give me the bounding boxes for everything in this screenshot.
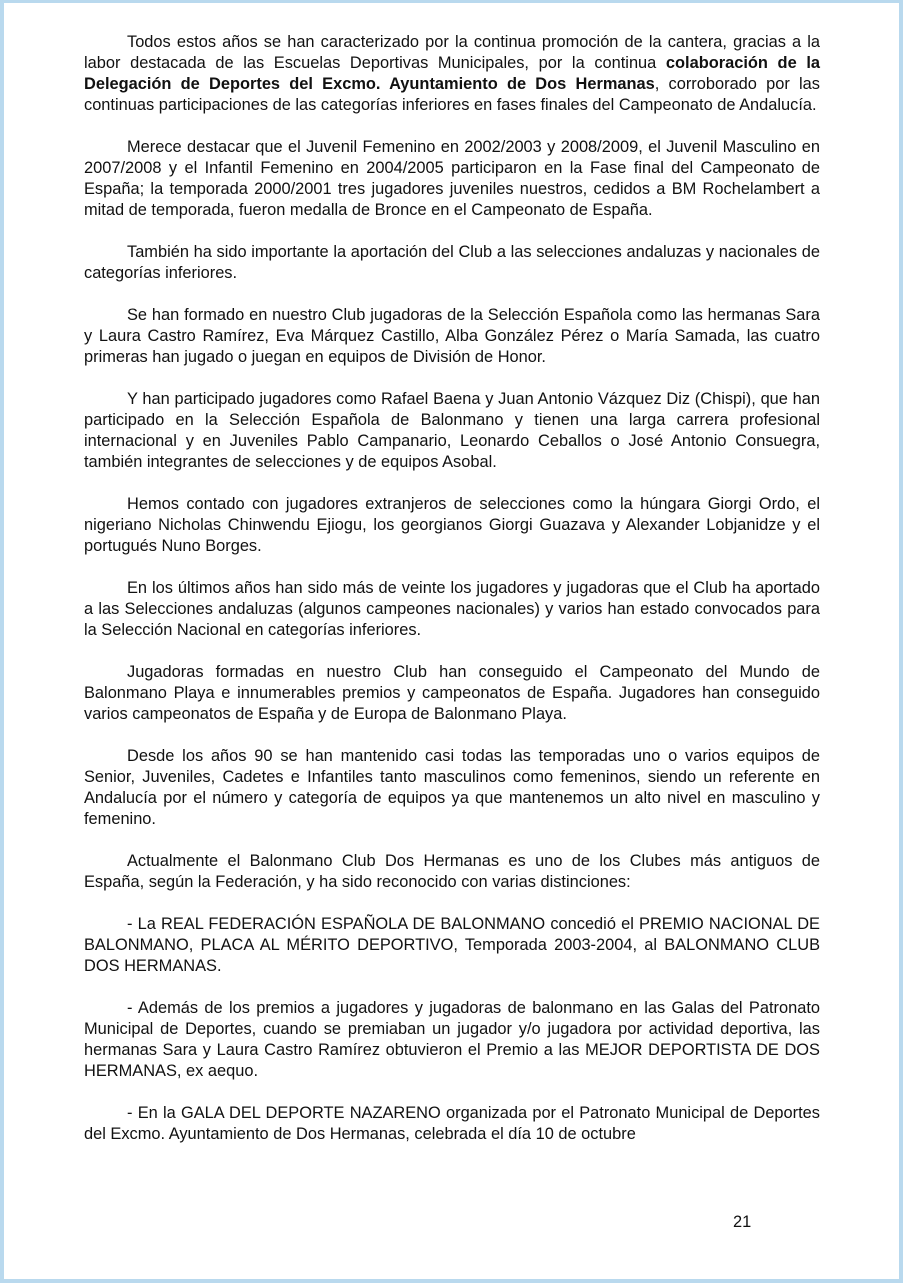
paragraph-cantera bbox=[84, 32, 820, 116]
paragraph-anos-90: Desde los años 90 se han mantenido casi todas las temporadas uno o varios equipos de Senior, Juveniles, Cadetes e Infantiles tanto masculinos como femeninos, siendo un referente en Andalucía por el número y categoría de equipos ya que mantenemos un alto nivel en masculino y femenino. bbox=[84, 747, 820, 828]
page-border-bottom bbox=[0, 1279, 903, 1283]
list-item-galas-patronato: - Además de los premios a jugadores y jugadoras de balonmano en las Galas del Patronato Municipal de Deportes, cuando se premiaban un jugador y/o jugadora por actividad deportiva, las hermanas Sara y Laura Castro Ramírez obtuvieron el Premio a las MEJOR DEPORTISTA DE DOS HERMANAS, ex aequo. bbox=[84, 999, 820, 1080]
page-border-top bbox=[0, 0, 903, 3]
paragraph-extranjeros: Hemos contado con jugadores extranjeros de selecciones como la húngara Giorgi Ordo, el nigeriano Nicholas Chinwendu Ejiogu, los georgianos Giorgi Guazava y Alexander Lobjanidze y el portugués Nuno Borges. bbox=[84, 495, 820, 555]
paragraph-jugadoras-seleccion: Se han formado en nuestro Club jugadoras de la Selección Española como las hermanas Sara y Laura Castro Ramírez, Eva Márquez Castillo, Alba González Pérez o María Samada, las cuatro primeras han jugado o juegan en equipos de División de Honor. bbox=[84, 306, 820, 366]
list-item-premio-nacional: - La REAL FEDERACIÓN ESPAÑOLA DE BALONMANO concedió el PREMIO NACIONAL DE BALONMANO, PLACA AL MÉRITO DEPORTIVO, Temporada 2003-2004, al BALONMANO CLUB DOS HERMANAS. bbox=[84, 915, 820, 975]
paragraph-text: Todos estos años se han caracterizado por la continua promoción de la cantera, gracias a la labor destacada de las Escuelas Deportivas Municipales, por la continua bbox=[84, 33, 820, 72]
paragraph-selecciones: También ha sido importante la aportación del Club a las selecciones andaluzas y nacionales de categorías inferiores. bbox=[84, 243, 820, 282]
paragraph-bold-text: colaboración de la Delegación de Deportes del Excmo. Ayuntamiento de Dos Hermanas bbox=[84, 54, 820, 93]
paragraph-ultimos-anos: En los últimos años han sido más de veinte los jugadores y jugadoras que el Club ha aportado a las Selecciones andaluzas (algunos campeones nacionales) y varios han estado convocados para la Selección Nacional en categorías inferiores. bbox=[84, 579, 820, 639]
list-item-gala-deporte-nazareno: - En la GALA DEL DEPORTE NAZARENO organizada por el Patronato Municipal de Deportes del Excmo. Ayuntamiento de Dos Hermanas, celebrada el día 10 de octubre bbox=[84, 1104, 820, 1143]
paragraph-balonmano-playa: Jugadoras formadas en nuestro Club han conseguido el Campeonato del Mundo de Balonmano Playa e innumerables premios y campeonatos de España. Jugadores han conseguido varios campeonatos de España y de Europa de Balonmano Playa. bbox=[84, 663, 820, 723]
page-border-left bbox=[0, 0, 4, 1283]
paragraph-campeonato-espana: Merece destacar que el Juvenil Femenino en 2002/2003 y 2008/2009, el Juvenil Masculino en 2007/2008 y el Infantil Femenino en 2004/2005 participaron en la Fase final del Campeonato de España; la temporada 2000/2001 tres jugadores juveniles nuestros, cedidos a BM Rochelambert a mitad de temporada, fueron medalla de Bronce en el Campeonato de España. bbox=[84, 138, 820, 219]
page-number: 21 bbox=[733, 1213, 752, 1231]
paragraph-text: , corroborado por las continuas participaciones de las categorías inferiores en fases finales del Campeonato de Andalucía. bbox=[84, 75, 820, 114]
paragraph-distinciones: Actualmente el Balonmano Club Dos Hermanas es uno de los Clubes más antiguos de España, según la Federación, y ha sido reconocido con varias distinciones: bbox=[84, 852, 820, 891]
page-border-right bbox=[899, 0, 903, 1283]
document-body bbox=[84, 32, 820, 1166]
paragraph-jugadores-seleccion: Y han participado jugadores como Rafael Baena y Juan Antonio Vázquez Diz (Chispi), que han participado en la Selección Española de Balonmano y tienen una larga carrera profesional internacional y en Juveniles Pablo Campanario, Leonardo Ceballos o José Antonio Consuegra, también integrantes de selecciones y de equipos Asobal. bbox=[84, 390, 820, 471]
